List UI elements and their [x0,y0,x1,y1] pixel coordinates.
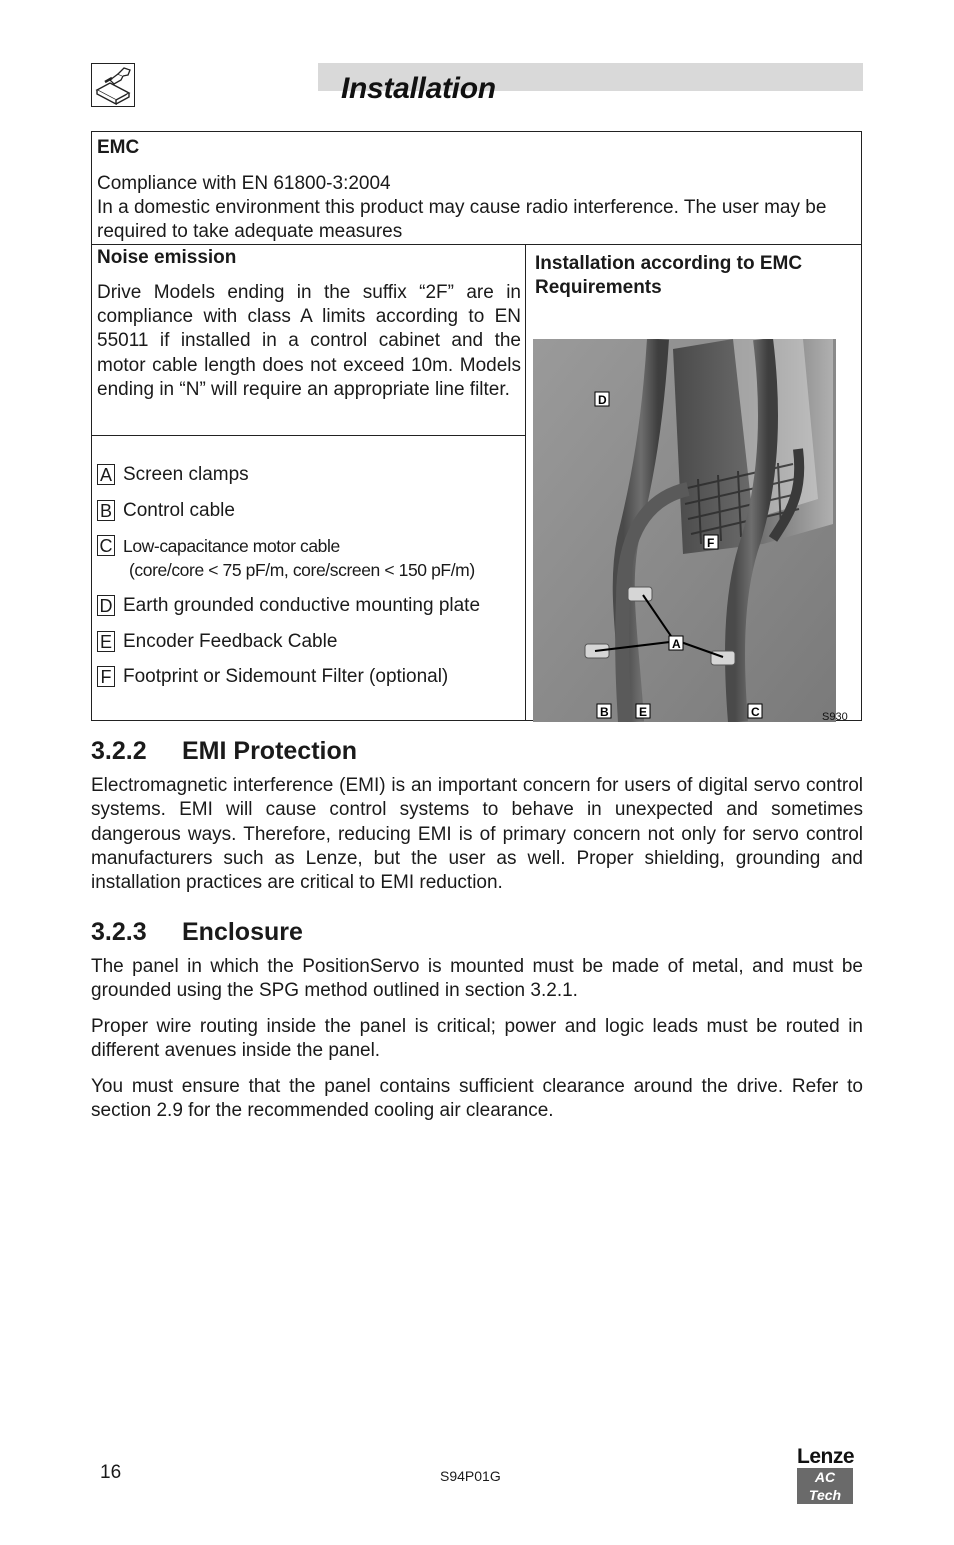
logo-actech: AC Tech [797,1468,853,1504]
legend-item [97,499,235,523]
installation-hand-block-icon [91,63,135,107]
photo-label-d: D [598,393,607,407]
installation-heading: Installation according to EMC Requirements [535,253,803,298]
installation-photo [533,339,836,722]
legend-text: Control cable [123,500,235,521]
document-code: S94P01G [440,1468,501,1484]
page-number: 16 [100,1462,122,1483]
emc-note: In a domestic environment this product may cause radio interference. The user may be required to take adequate measures [97,197,827,242]
legend-text: Footprint or Sidemount Filter (optional) [123,666,449,687]
legend-key: C [97,535,115,556]
emc-left-column [92,245,526,720]
emc-compliance: Compliance with EN 61800-3:2004 [97,173,391,194]
legend-key: D [97,595,115,616]
section-heading-emi [91,737,357,766]
section-title: Enclosure [182,918,303,946]
photo-label-e: E [639,705,648,719]
noise-emission-text: Drive Models ending in the suffix “2F” are in compliance with class A limits according to EN 55011 if installed in a control cabinet and the motor cable length does not exceed 10m. Models ending in “N” will require an appropriate line filter. [97,282,521,400]
legend-key: E [97,631,115,652]
figure-id: S930 [822,711,848,723]
photo-label-f: F [707,536,715,550]
photo-label-a: A [672,637,681,651]
enclosure-paragraph-1: The panel in which the PositionServo is mounted must be made of metal, and must be grounded using the SPG method outlined in section 3.2.1. [91,956,863,1002]
legend-key: F [97,666,115,687]
photo-label-c: C [751,705,760,719]
legend-item [97,665,448,689]
legend-text-line2: (core/core < 75 pF/m, core/screen < 150 pF/m) [129,560,475,580]
legend-item [97,534,475,582]
photo-label-b: B [600,705,609,719]
section-number: 3.2.2 [91,737,147,765]
legend-text: Earth grounded conductive mounting plate [123,595,481,616]
legend-text: Encoder Feedback Cable [123,631,338,652]
noise-emission-heading: Noise emission [97,247,237,268]
section-heading-enclosure [91,918,303,947]
legend-item [97,463,249,487]
legend-text-line1: Low-capacitance motor cable [123,536,340,556]
logo-lenze: Lenze [797,1445,855,1468]
legend-key: A [97,464,115,485]
legend-key: B [97,500,115,521]
legend-item [97,630,337,654]
page-title: Installation [341,72,496,105]
enclosure-paragraph-2: Proper wire routing inside the panel is critical; power and logic leads must be routed in different avenues inside the panel. [91,1016,863,1062]
noise-emission-cell [92,245,525,436]
legend-text [123,534,475,582]
emi-paragraph: Electromagnetic interference (EMI) is an important concern for users of digital servo control systems. EMI will cause control systems to behave in unexpected and sometimes dangerous ways. Therefore, reducing EMI is of primary concern not only for servo control manufacturers such as Lenze, but the user as well. Proper shielding, grounding and installation practices are critical to EMI reduction. [91,775,863,894]
emc-note-block [97,172,852,244]
emc-top-cell [92,132,861,245]
section-number: 3.2.3 [91,918,147,946]
legend-text: Screen clamps [123,464,249,485]
legend-item [97,594,480,618]
lenze-actech-logo [797,1446,863,1505]
enclosure-paragraph-3: You must ensure that the panel contains sufficient clearance around the drive. Refer to section 2.9 for the recommended cooling air clearance. [91,1076,863,1122]
section-title: EMI Protection [182,737,358,765]
emc-heading: EMC [97,137,140,158]
